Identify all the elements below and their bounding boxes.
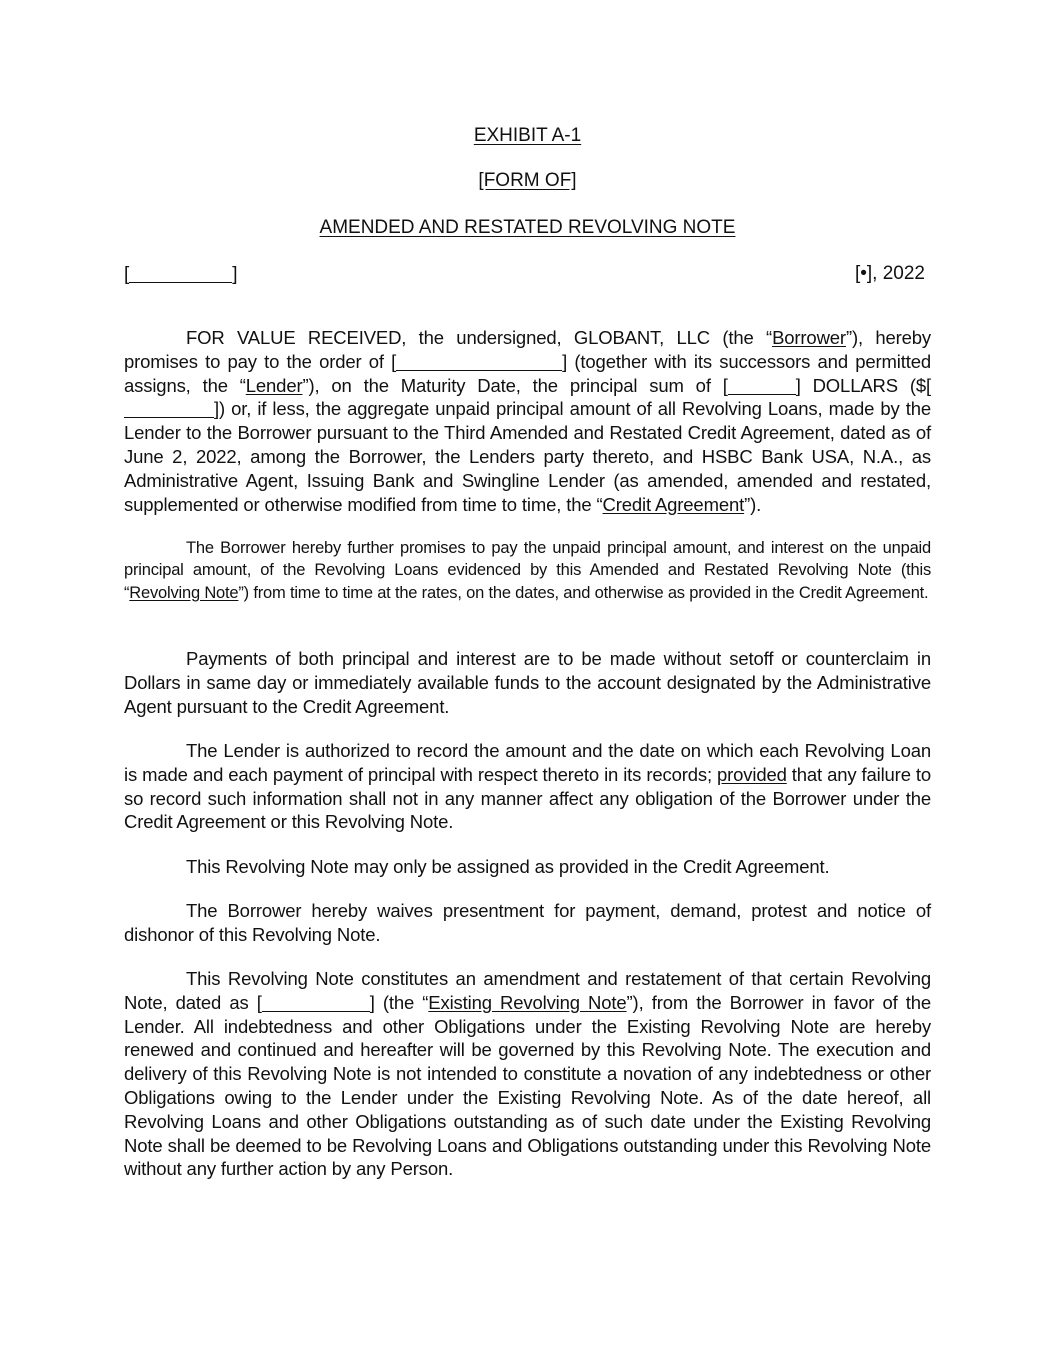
paragraph-record-keeping: The Lender is authorized to record the amount and the date on which each Revolving Loan is made and each payment of principal with respect thereto in its records; provided that any failure to so record such information shall not in any manner affect any obligation of the Borrower under the Credit Agreement or this Revolving Note. (124, 740, 932, 833)
paragraph-amendment-restatement: This Revolving Note constitutes an amendment and restatement of that certain Revolving Note, dated as [ ] (the “Existing Revolving Note”), from the Borrower in favor of the Lender. All indebtedness and other Obligations under the Existing Revolving Note are hereby renewed and continued and hereafter will be governed by this Revolving Note. The execution and delivery of this Revolving Note is not intended to constitute a novation of any indebtedness or other Obligations owing to the Lender under the Existing Revolving Note. As of the date hereof, all Revolving Loans and other Obligations outstanding as of such date under the Existing Revolving Note shall be deemed to be Revolving Loans and Obligations outstanding under this Revolving Note without any further action by any Person. (124, 968, 932, 1180)
place-blank: [ ] (124, 263, 238, 285)
form-of-heading (124, 169, 931, 193)
principal-words-blank (728, 374, 796, 394)
paragraph-further-promises: The Borrower hereby further promises to pay the unpaid principal amount, and interest on the unpaid principal amount, of the Revolving Loans evidenced by this Amended and Restated Revolving Note (this “Revolving Note”) from time to time at the rates, on the dates, and otherwise as provided in the Credit Agreement. (124, 539, 931, 602)
exhibit-label: EXHIBIT A-1 (473, 125, 582, 146)
paragraph-waiver: The Borrower hereby waives presentment for payment, demand, protest and notice of dishonor of this Revolving Note. (124, 900, 931, 945)
defined-term-existing-revolving-note: Existing Revolving Note (428, 991, 627, 1013)
exhibit-heading (124, 124, 931, 148)
defined-term-revolving-note: Revolving Note (129, 583, 239, 602)
defined-term-lender: Lender (245, 374, 303, 396)
paragraph-payments: Payments of both principal and interest are to be made without setoff or counterclaim in Dollars in same day or immediately available funds to the account designated by the Administrative Agent pursuant to the Credit Agreement. (124, 648, 931, 717)
term-provided: provided (716, 763, 787, 785)
paragraph-value-received: FOR VALUE RECEIVED, the undersigned, GLOBANT, LLC (the “Borrower”), hereby promises to pay to the order of [ ] (together with its successors and permitted assigns, the “Lender”), on the Maturity Date, the principal sum of [ ] DOLLARS ($[]) or, if less, the aggregate unpaid principal amount of all Revolving Loans, made by the Lender to the Borrower pursuant to the Third Amended and Restated Credit Agreement, dated as of June 2, 2022, among the Borrower, the Lenders party thereto, and HSBC Bank USA, N.A., as Administrative Agent, Issuing Bank and Swingline Lender (as amended, amended and restated, supplemented or otherwise modified from time to time, the “Credit Agreement”). (124, 327, 931, 515)
date-year: , 2022 (872, 263, 925, 284)
form-of-label: [FORM OF] (478, 170, 577, 191)
defined-term-credit-agreement: Credit Agreement (602, 493, 745, 515)
document-title-text: AMENDED AND RESTATED REVOLVING NOTE (319, 217, 736, 238)
principal-amount-blank (124, 398, 214, 418)
document-title (124, 216, 931, 240)
lender-name-blank (396, 350, 562, 370)
date-field (855, 262, 925, 286)
paragraph-assignment: This Revolving Note may only be assigned as provided in the Credit Agreement. (186, 856, 830, 877)
existing-note-date-blank (262, 991, 370, 1011)
defined-term-borrower: Borrower (772, 327, 846, 348)
date-placeholder: [•] (854, 263, 873, 284)
